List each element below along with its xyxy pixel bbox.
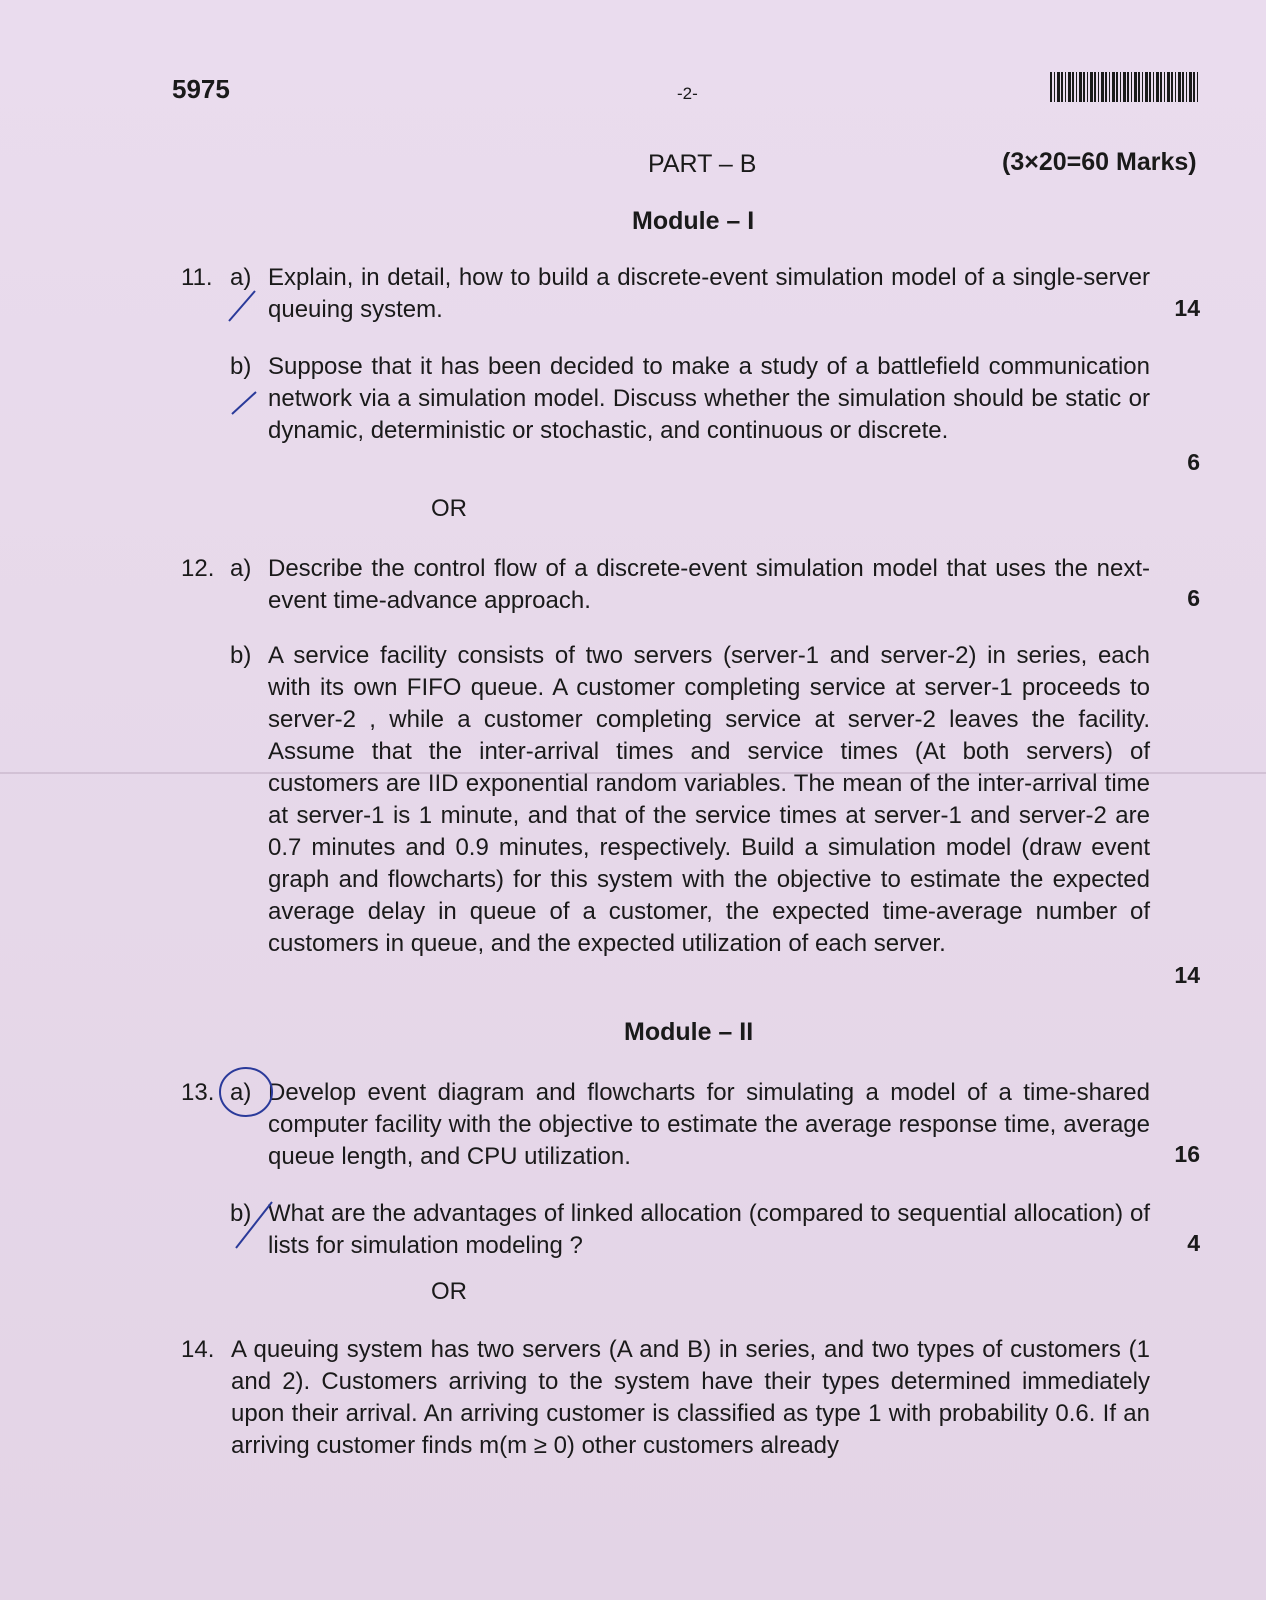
question-11b-marks: 6 [1187, 449, 1200, 475]
pen-tick-mark [232, 1196, 280, 1256]
question-13b-label: b) [230, 1200, 252, 1227]
question-11b-label: b) [230, 353, 252, 380]
question-13-number: 13. [181, 1079, 215, 1106]
or-separator-1: OR [431, 495, 467, 522]
question-14-number: 14. [181, 1336, 215, 1363]
module-1-title: Module – I [632, 207, 755, 235]
question-13a-label: a) [230, 1079, 252, 1106]
question-13b-marks: 4 [1187, 1230, 1200, 1256]
barcode [1050, 72, 1200, 102]
question-11a-text: Explain, in detail, how to build a discrete-event simulation model of a single-server queuing system. [268, 264, 1150, 323]
pen-tick-mark [228, 388, 264, 418]
question-11a-label: a) [230, 264, 252, 291]
question-12a-marks: 6 [1187, 585, 1200, 611]
pen-tick-mark [225, 285, 265, 325]
question-13b-text: What are the advantages of linked allocation (compared to sequential allocation) of lists for simulation modeling ? [268, 1200, 1150, 1259]
question-12a-text: Describe the control flow of a discrete-event simulation model that uses the next-event time-advance approach. [268, 555, 1150, 614]
question-11b-text: Suppose that it has been decided to make a study of a battlefield communication network via a simulation model. Discuss whether the simulation should be static or dynamic, deterministic or stochastic, and continuous or discrete. [268, 353, 1150, 444]
or-separator-2: OR [431, 1278, 467, 1305]
question-14-text: A queuing system has two servers (A and B) in series, and two types of customers (1 and 2). Customers arriving to the system have their types determined immediately upon their arrival. An arriving customer is classified as type 1 with probability 0.6. If an arriving customer finds m(m ≥ 0) other customers already [231, 1336, 1150, 1459]
question-12b-text: A service facility consists of two servers (server-1 and server-2) in series, each with its own FIFO queue. A customer completing service at server-1 proceeds to server-2 , while a customer completing service at server-2 leaves the facility. Assume that the inter-arrival times and service times (At both servers) of customers are IID exponential random variables. The mean of the inter-arrival time at server-1 is 1 minute, and that of the service times at server-1 and server-2 are 0.7 minutes and 0.9 minutes, respectively. Build a simulation model (draw event graph and flowcharts) for this system with the objective to estimate the expected average delay in queue of a customer, the expected time-average number of customers in queue, and the expected utilization of each server. [268, 642, 1150, 957]
question-12-number: 12. [181, 555, 215, 582]
paper-code: 5975 [172, 74, 230, 104]
question-13a-marks: 16 [1174, 1141, 1200, 1167]
module-2-title: Module – II [624, 1018, 754, 1046]
page-number: -2- [677, 84, 698, 103]
question-11-number: 11. [181, 264, 213, 291]
pen-circle-mark [216, 1064, 276, 1122]
part-title: PART – B [648, 150, 757, 178]
question-12b-label: b) [230, 642, 252, 669]
question-12a-label: a) [230, 555, 252, 582]
question-11a-marks: 14 [1174, 295, 1200, 321]
part-marks: (3×20=60 Marks) [1002, 148, 1197, 176]
question-13a-text: Develop event diagram and flowcharts for simulating a model of a time-shared computer facility with the objective to estimate the average response time, average queue length, and CPU utilization. [268, 1079, 1150, 1170]
question-12b-marks: 14 [1174, 962, 1200, 988]
